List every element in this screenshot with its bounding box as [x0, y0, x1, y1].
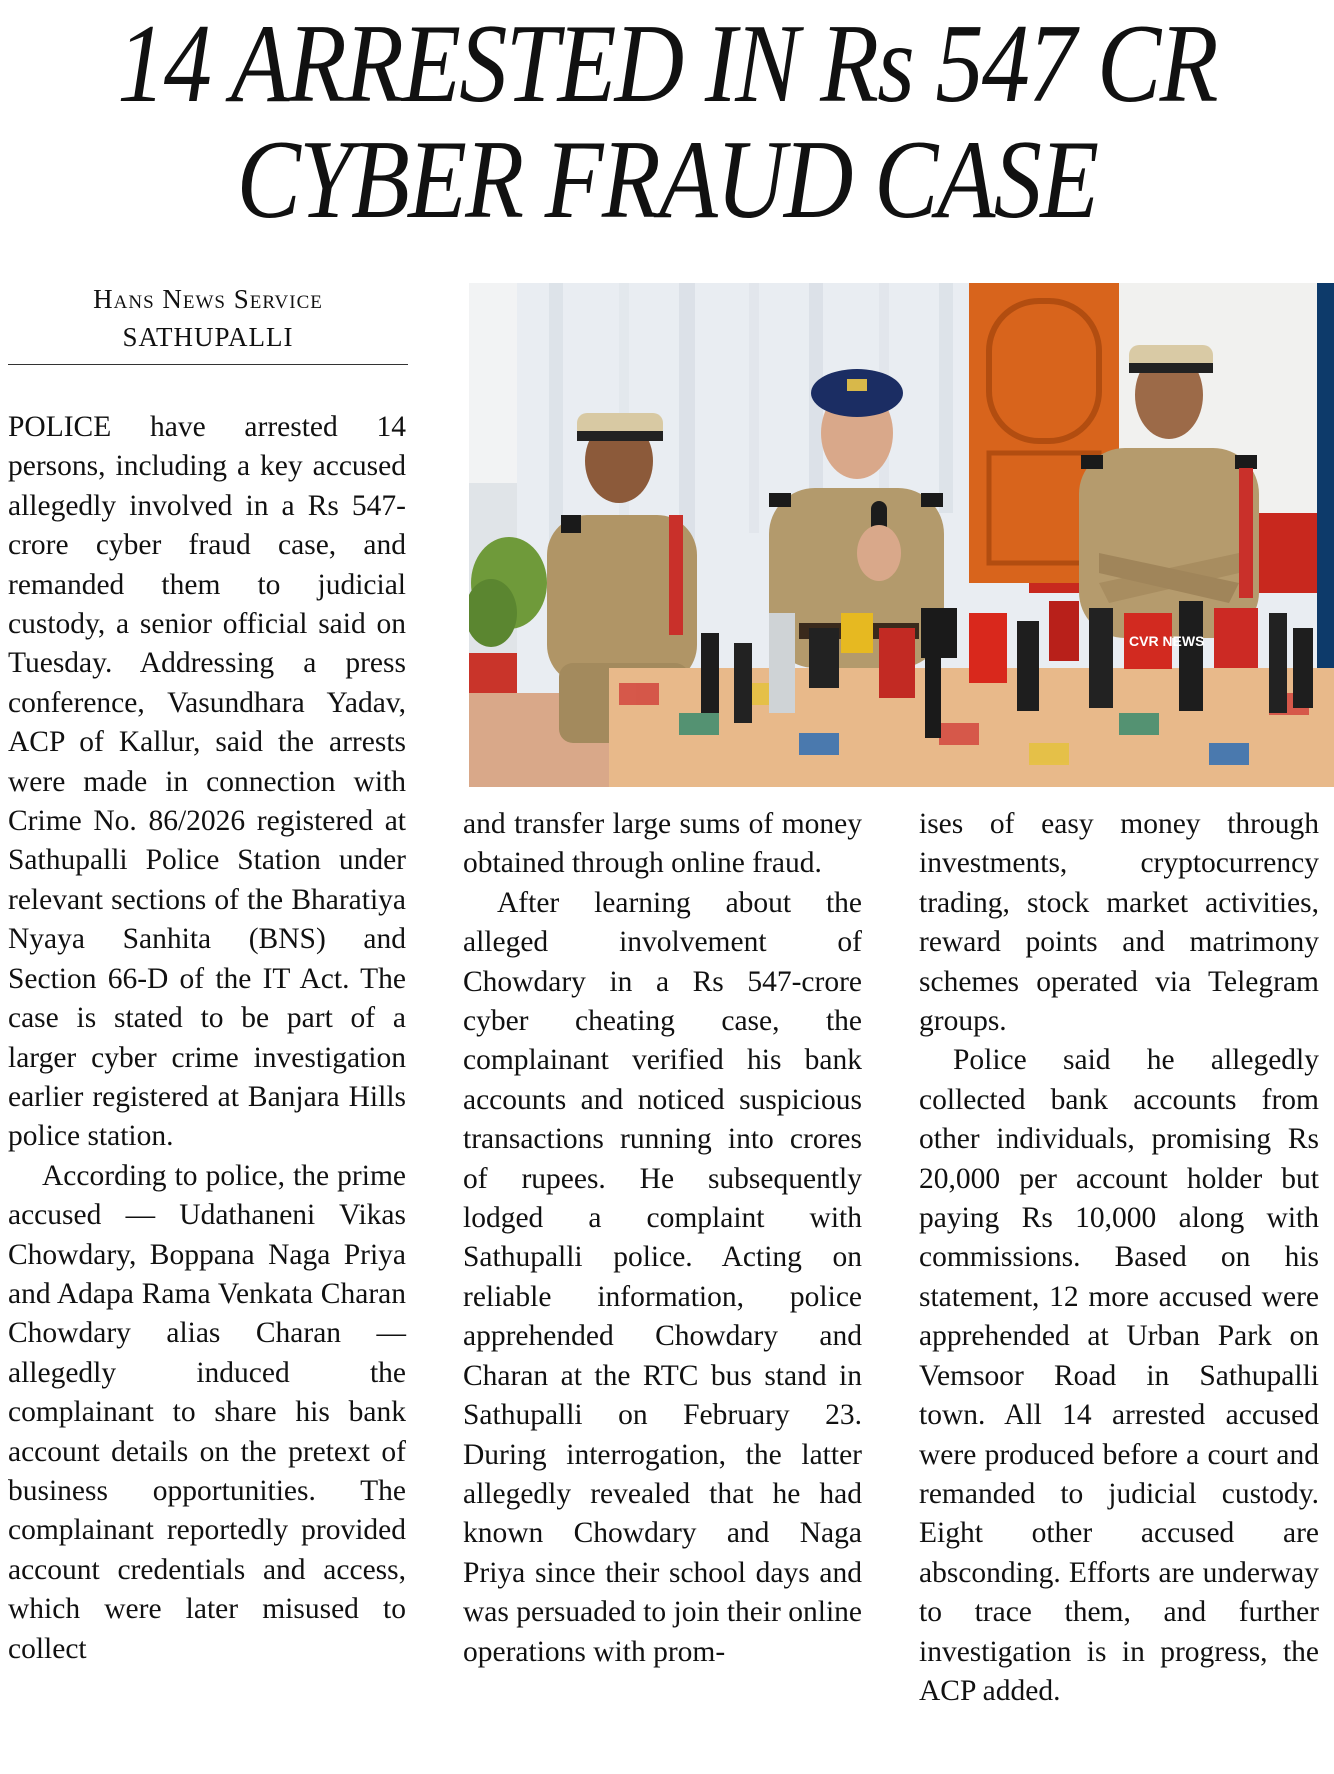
article-column-2 — [463, 805, 862, 1672]
paragraph-2: According to police, the prime accused — Udathaneni Vikas Chowdary, Boppana Naga Priya and Adapa Rama Venkata Charan Chowdary alias Charan — allegedly induced the complainant to share his bank account details on the pretext of business opportunities. The complainant reportedly provided account credentials and access, which were later misused to collect — [8, 1159, 406, 1665]
headline — [93, 2, 1240, 242]
headline-line-1: 14 ARRESTED IN Rs 547 CR — [117, 2, 1217, 126]
headline-line-2: CYBER FRAUD CASE — [236, 118, 1098, 242]
paragraph-5: ises of easy money through investments, cryptocurrency trading, stock market activities, reward points and matrimony schemes operated via Telegram groups. — [919, 808, 1319, 1038]
paragraph-4: After learning about the alleged involvement of Chowdary in a Rs 547-crore cyber cheating case, the complainant verified his bank accounts and noticed suspicious transactions running into crores of rupees. He subsequently lodged a complaint with Sathupalli police. Acting on reliable information, police apprehended Chowdary and Charan at the RTC bus stand in Sathupalli on February 23. During interrogation, the latter allegedly revealed that he had known Chowdary and Naga Priya since their school days and was persuaded to join their online operations with prom- — [463, 886, 862, 1668]
photo-logo-cvr: CVR NEWS — [1129, 633, 1205, 649]
byline-location: SATHUPALLI — [122, 322, 294, 352]
article-column-1 — [8, 408, 406, 1669]
paragraph-3: and transfer large sums of money obtained through online fraud. — [463, 808, 862, 880]
press-conference-photo — [469, 283, 1334, 787]
byline — [8, 280, 408, 356]
paragraph-6: Police said he allegedly collected bank accounts from other individuals, promising Rs 20,000 per account holder but paying Rs 10,000 along with commissions. Based on his statement, 12 more accused were apprehended at Urban Park on Vemsoor Road in Sathupalli town. All 14 arrested accused were produced before a court and remanded to judicial custody. Eight other accused are absconding. Efforts are underway to trace them, and further investigation is in progress, the ACP added. — [919, 1044, 1319, 1707]
paragraph-1: POLICE have arrested 14 persons, including a key accused allegedly involved in a Rs 547-crore cyber fraud case, and remanded them to judicial custody, a senior official said on Tuesday. Addressing a press conference, Vasundhara Yadav, ACP of Kallur, said the arrests were made in connection with Crime No. 86/2026 registered at Sathupalli Police Station under relevant sections of the Bharatiya Nyaya Sanhita (BNS) and Section 66-D of the IT Act. The case is stated to be part of a larger cyber crime investigation earlier registered at Banjara Hills police station. — [8, 411, 406, 1153]
byline-divider — [8, 364, 408, 365]
byline-service: Hans News Service — [93, 284, 323, 314]
article-column-3 — [919, 805, 1319, 1711]
